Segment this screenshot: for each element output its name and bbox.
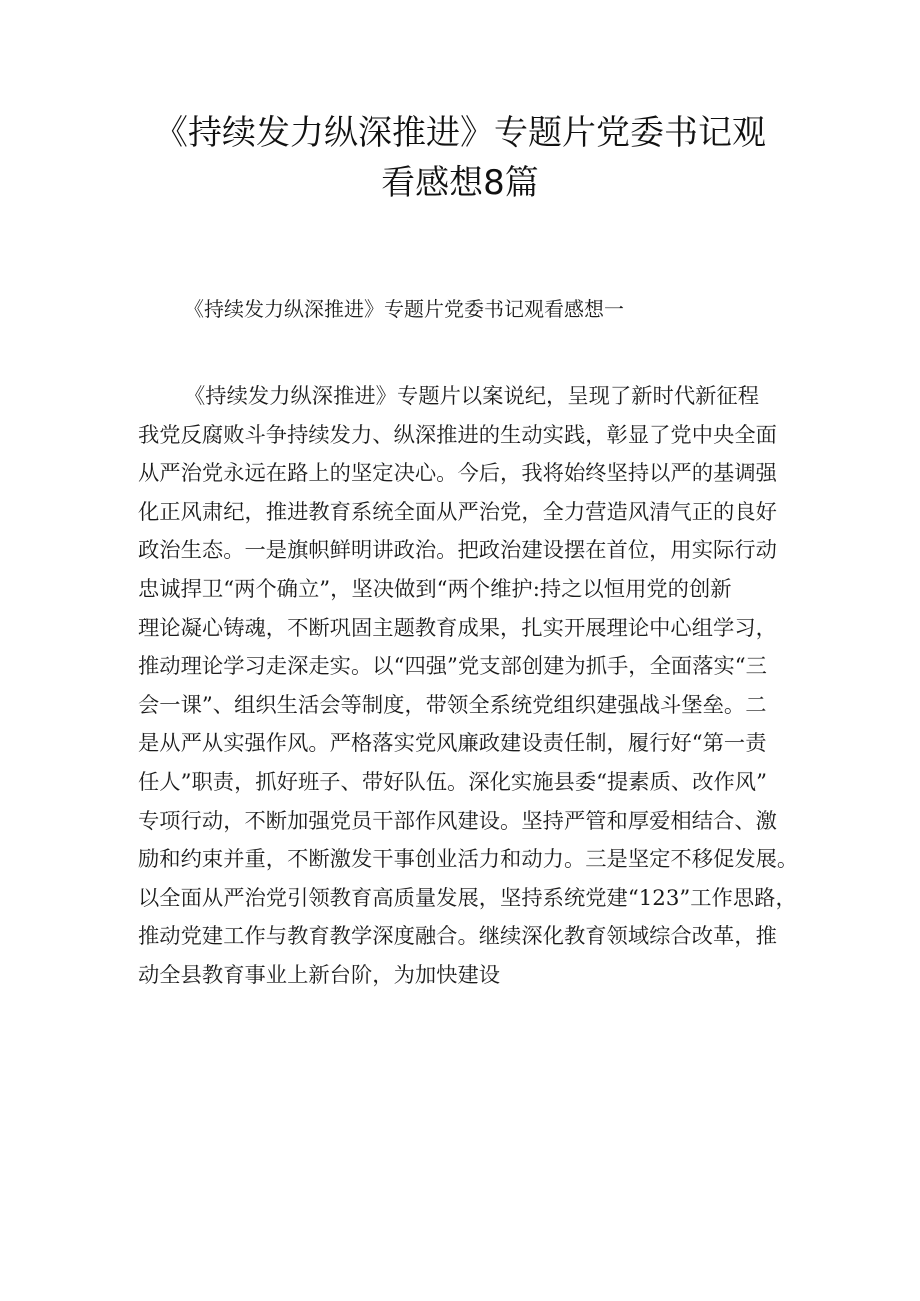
body-line: 政治生态。一是旗帜鲜明讲政治。把政治建设摆在首位，用实际行动 [138, 538, 777, 564]
body-line: 会一课”、组织生活会等制度，带领全系统党组织建强战斗堡垒。二 [138, 692, 767, 718]
title-line-2: 看感想8篇 [381, 163, 539, 203]
title-line-1: 《持续发力纵深推进》专题片党委书记观 [154, 113, 766, 153]
body-line: 《持续发力纵深推进》专题片以案说纪，呈现了新时代新征程 [184, 384, 760, 409]
section-heading: 《持续发力纵深推进》专题片党委书记观看感想一 [184, 297, 624, 321]
body-line: 专项行动，不断加强党员干部作风建设。坚持严管和厚爱相结合、激 [138, 808, 777, 834]
body-line: 任人”职责，抓好班子、带好队伍。深化实施县委“提素质、改作风” [138, 769, 767, 795]
body-line: 化正风肃纪，推进教育系统全面从严治党，全力营造风清气正的良好 [138, 499, 777, 525]
body-line: 动全县教育事业上新台阶，为加快建设 [138, 962, 501, 988]
body-line: 从严治党永远在路上的坚定决心。今后，我将始终坚持以严的基调强 [138, 461, 777, 487]
body-paragraph [138, 378, 798, 996]
body-line: 是从严从实强作风。严格落实党风廉政建设责任制，履行好“第一责 [138, 731, 767, 757]
body-line: 理论凝心铸魂，不断巩固主题教育成果，扎实开展理论中心组学习， [138, 615, 777, 641]
document-title [120, 108, 800, 208]
body-line: 忠诚捍卫“两个确立”，坚决做到“两个维护:持之以恒用党的创新 [138, 576, 732, 602]
body-line: 励和约束并重，不断激发干事创业活力和动力。三是坚定不移促发展。 [138, 847, 798, 873]
body-line: 推动理论学习走深走实。以“四强”党支部创建为抓手，全面落实“三 [138, 654, 767, 680]
body-line: 以全面从严治党引领教育高质量发展，坚持系统党建“123”工作思路， [138, 885, 797, 911]
body-line: 我党反腐败斗争持续发力、纵深推进的生动实践，彰显了党中央全面 [138, 422, 777, 448]
body-line: 推动党建工作与教育教学深度融合。继续深化教育领域综合改革，推 [138, 924, 777, 950]
